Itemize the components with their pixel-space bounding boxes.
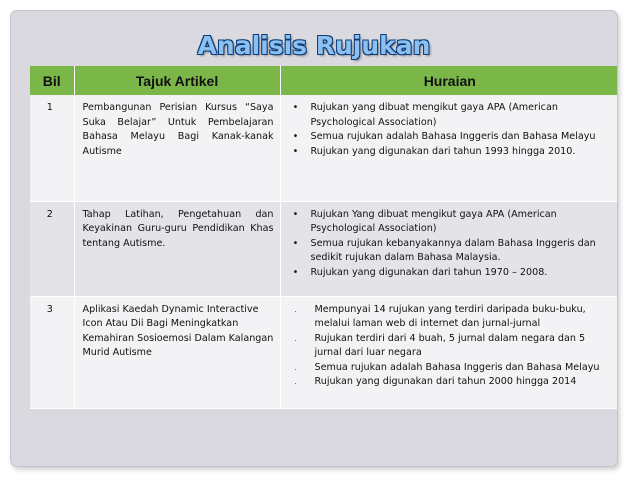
- bullet-icon: .: [294, 304, 297, 314]
- description-text: Rujukan Yang dibuat mengikut gaya APA (American Psychological Association): [310, 208, 557, 235]
- article-title: Pembangunan Perisian Kursus “Saya Suka Belajar” Untuk Pembelajaran Bahasa Melayu Bagi Kanak-kanak Autisme: [74, 95, 280, 201]
- bullet-icon: .: [294, 362, 297, 372]
- list-item: [287, 101, 614, 130]
- description-list: [287, 101, 614, 159]
- bullet-icon: •: [292, 208, 299, 220]
- table-row: [30, 201, 618, 296]
- list-item: [287, 361, 614, 376]
- table-row: [30, 296, 618, 408]
- slide: [10, 10, 618, 467]
- description-text: Mempunyai 14 rujukan yang terdiri daripada buku-buku, melalui laman web di internet dan jurnal-jurnal: [314, 303, 586, 330]
- table-header-row: [30, 66, 618, 95]
- article-title: Aplikasi Kaedah Dynamic Interactive Icon Atau Dii Bagi Meningkatkan Kemahiran Sosioemosi Dalam Kalangan Murid Autisme: [74, 296, 280, 408]
- header-bil: Bil: [30, 66, 74, 95]
- description-text: Rujukan yang dibuat mengikut gaya APA (American Psychological Association): [310, 102, 558, 128]
- list-item: [287, 237, 614, 266]
- row-number: 1: [30, 95, 74, 201]
- description-text: Semua rujukan kebanyakannya dalam Bahasa Inggeris dan sedikit rujukan dalam Bahasa Malaysia.: [310, 237, 596, 264]
- description-cell: [280, 296, 618, 408]
- description-cell: [280, 201, 618, 296]
- list-item: [287, 375, 614, 390]
- description-text: Rujukan yang digunakan dari tahun 1970 – 2008.: [310, 266, 548, 278]
- header-tajuk-artikel: Tajuk Artikel: [74, 66, 280, 95]
- row-number: 3: [30, 296, 74, 408]
- list-item: [287, 208, 614, 237]
- bullet-icon: •: [292, 237, 299, 249]
- article-title: Tahap Latihan, Pengetahuan dan Keyakinan Guru-guru Pendidikan Khas tentang Autisme.: [74, 201, 280, 296]
- slide-title: Analisis Rujukan: [197, 31, 431, 60]
- list-item: [287, 266, 614, 281]
- bullet-icon: .: [294, 377, 297, 387]
- description-text: Semua rujukan adalah Bahasa Inggeris dan Bahasa Melayu: [314, 361, 600, 373]
- description-cell: [280, 95, 618, 201]
- description-list: [287, 303, 614, 391]
- description-text: Semua rujukan adalah Bahasa Inggeris dan Bahasa Melayu: [310, 131, 596, 143]
- bullet-icon: •: [292, 266, 299, 278]
- header-huraian: Huraian: [280, 66, 618, 95]
- description-text: Rujukan terdiri dari 4 buah, 5 jurnal dalam negara dan 5 jurnal dari luar negara: [314, 332, 586, 359]
- bullet-icon: .: [294, 333, 297, 343]
- list-item: [287, 130, 614, 145]
- bullet-icon: •: [292, 102, 299, 113]
- table-row: [30, 95, 618, 201]
- list-item: [287, 303, 614, 332]
- row-number: 2: [30, 201, 74, 296]
- description-list: [287, 208, 614, 281]
- description-text: Rujukan yang digunakan dari tahun 1993 hingga 2010.: [310, 145, 576, 157]
- list-item: [287, 145, 614, 160]
- bullet-icon: •: [292, 131, 299, 143]
- list-item: [287, 332, 614, 361]
- reference-analysis-table: [30, 66, 618, 409]
- description-text: Rujukan yang digunakan dari tahun 2000 hingga 2014: [314, 376, 577, 388]
- bullet-icon: •: [292, 145, 299, 157]
